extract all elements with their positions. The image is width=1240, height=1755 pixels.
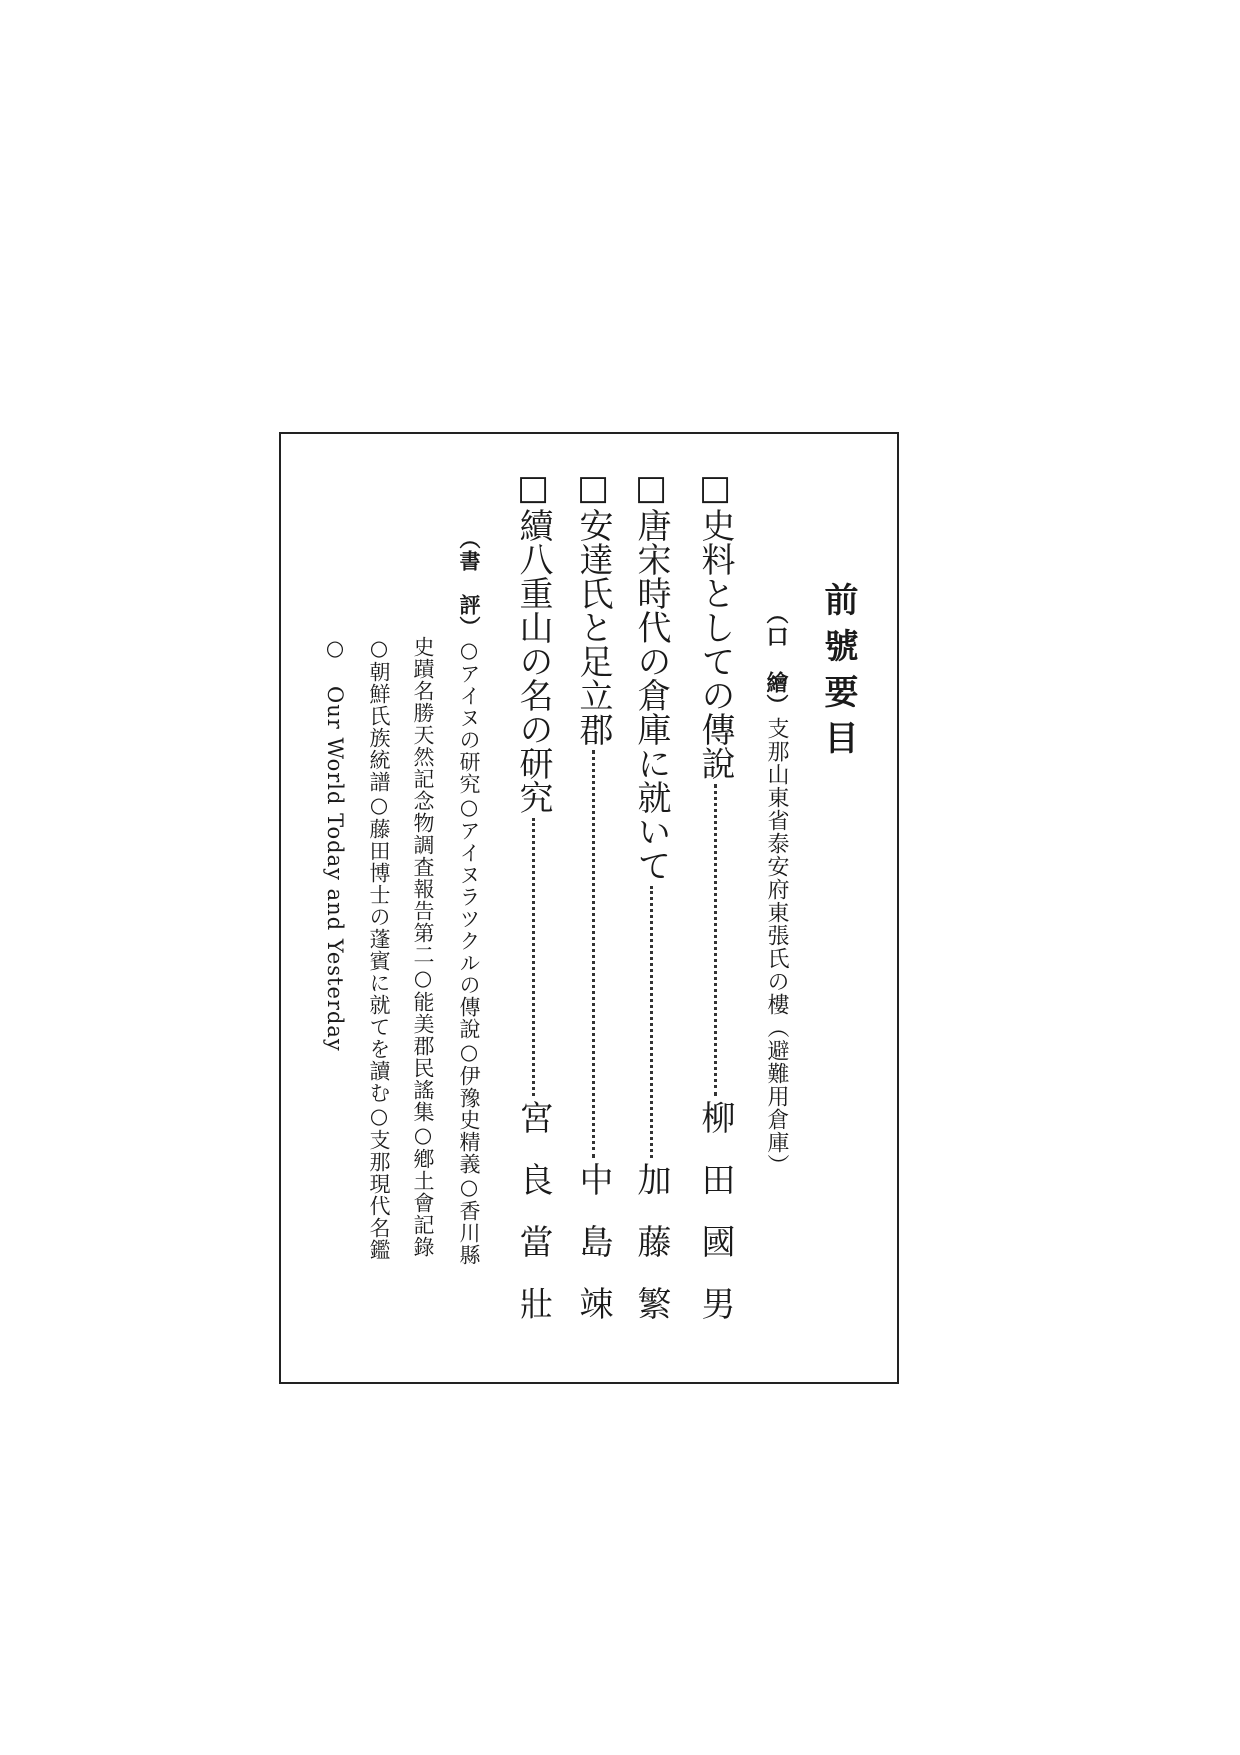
article-author: 柳田國男 [695, 1100, 735, 1348]
article-title: □安達氏と足立郡 [573, 468, 613, 746]
leader-dots [650, 886, 653, 1158]
article-author: 宮良當壯 [513, 1100, 553, 1348]
review-text: ○アイヌの研究○アイヌラツクルの傳說○伊豫史精義○香川縣 [457, 638, 481, 1266]
leader-dots [532, 818, 535, 1096]
review-label: （書 評） [457, 528, 482, 638]
article-author: 加藤繁 [631, 1162, 671, 1348]
article-title: □史料としての傳說 [695, 468, 735, 780]
article-author: 中島竦 [573, 1162, 613, 1348]
frontispiece-label: （口 繪） [763, 602, 789, 717]
article-entry [573, 468, 613, 1348]
review-line: ○朝鮮氏族統譜○藤田博士の蓬賓に就てを讀む○支那現代名鑑 [367, 636, 391, 1261]
article-entry [513, 468, 553, 1348]
review-line [324, 636, 345, 1052]
article-entry [695, 468, 735, 1348]
leader-dots [714, 784, 717, 1096]
checkbox-marker: □ [573, 468, 613, 508]
review-text: Our World Today and Yesterday [323, 686, 347, 1052]
review-bullet: ○ [323, 636, 347, 686]
checkbox-marker: □ [631, 468, 671, 508]
review-line: 史蹟名勝天然記念物調査報告第二○能美郡民謠集○鄕土會記錄 [411, 636, 435, 1258]
frontispiece-text: 支那山東省泰安府東張氏の樓（避難用倉庫） [764, 717, 789, 1177]
checkbox-marker: □ [513, 468, 553, 508]
page-title: 前號要目 [818, 582, 858, 766]
article-title: □續八重山の名の研究 [513, 468, 553, 814]
leader-dots [592, 750, 595, 1158]
article-title: □唐宋時代の倉庫に就いて [631, 468, 671, 882]
frontispiece-line [765, 602, 787, 1177]
review-line [458, 528, 480, 1266]
article-entry [631, 468, 671, 1348]
checkbox-marker: □ [695, 468, 735, 508]
